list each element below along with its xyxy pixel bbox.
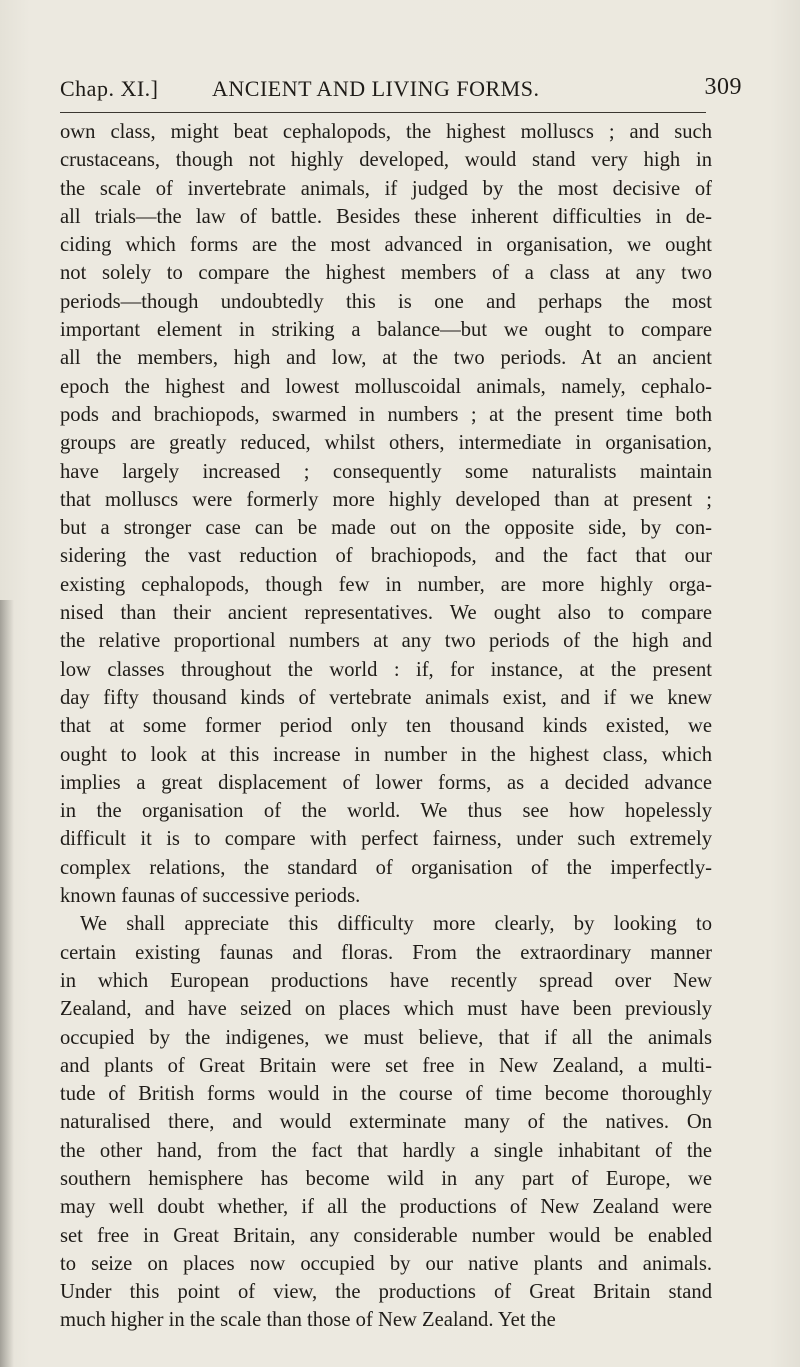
- text-line: that at some former period only ten thousand kinds existed, we: [60, 715, 712, 738]
- header-rule: [60, 112, 706, 113]
- text-line: certain existing faunas and floras. From the extraordinary manner: [60, 941, 712, 964]
- text-line: ciding which forms are the most advanced in organisation, we ought: [60, 234, 712, 257]
- text-line: own class, might beat cephalopods, the highest molluscs ; and such: [60, 121, 712, 143]
- text-line: but a stronger case can be made out on the opposite side, by con-: [60, 517, 712, 540]
- text-line: day fifty thousand kinds of vertebrate animals exist, and if we knew: [60, 686, 712, 709]
- text-line: occupied by the indigenes, we must believe, that if all the animals: [60, 1026, 712, 1049]
- text-line: known faunas of successive periods.: [60, 885, 361, 908]
- text-line: have largely increased ; consequently some naturalists maintain: [60, 460, 712, 483]
- text-line: southern hemisphere has become wild in any part of Europe, we: [60, 1167, 712, 1190]
- text-line: that molluscs were formerly more highly developed than at present ;: [60, 488, 712, 511]
- page-number: 309: [704, 74, 742, 100]
- text-line: complex relations, the standard of organisation of the imperfectly-: [60, 856, 712, 879]
- text-line: tude of British forms would in the course of time become thoroughly: [60, 1083, 712, 1106]
- body-text: [60, 118, 712, 1335]
- text-line: may well doubt whether, if all the productions of New Zealand were: [60, 1196, 712, 1219]
- text-line: pods and brachiopods, swarmed in numbers ; at the present time both: [60, 403, 712, 426]
- text-line: not solely to compare the highest members of a class at any two: [60, 262, 712, 285]
- text-line: the other hand, from the fact that hardly a single inhabitant of the: [60, 1139, 712, 1162]
- text-line: important element in striking a balance—but we ought to compare: [60, 319, 712, 342]
- text-line: naturalised there, and would exterminate many of the natives. On: [60, 1111, 712, 1134]
- text-line: implies a great displacement of lower forms, as a decided advance: [60, 771, 712, 794]
- text-line: all the members, high and low, at the two periods. At an ancient: [60, 347, 712, 370]
- text-line: much higher in the scale than those of New Zealand. Yet the: [60, 1309, 556, 1332]
- text-line: We shall appreciate this difficulty more clearly, by looking to: [80, 913, 712, 936]
- text-line: Under this point of view, the productions of Great Britain stand: [60, 1281, 712, 1304]
- text-line: nised than their ancient representatives. We ought also to compare: [60, 602, 712, 625]
- text-line: existing cephalopods, though few in number, are more highly orga-: [60, 573, 712, 596]
- text-line: all trials—the law of battle. Besides these inherent difficulties in de-: [60, 205, 712, 228]
- running-header: [60, 76, 742, 106]
- text-line: crustaceans, though not highly developed, would stand very high in: [60, 149, 712, 172]
- text-line: low classes throughout the world : if, for instance, at the present: [60, 658, 712, 681]
- text-line: the scale of invertebrate animals, if judged by the most decisive of: [60, 177, 712, 200]
- text-line: the relative proportional numbers at any two periods of the high and: [60, 630, 712, 653]
- text-line: in which European productions have recently spread over New: [60, 969, 712, 992]
- text-line: ought to look at this increase in number in the highest class, which: [60, 743, 712, 766]
- text-line: periods—though undoubtedly this is one and perhaps the most: [60, 290, 712, 313]
- binding-shadow: [0, 600, 14, 1367]
- text-line: to seize on places now occupied by our native plants and animals.: [60, 1252, 712, 1275]
- text-line: sidering the vast reduction of brachiopods, and the fact that our: [60, 545, 712, 568]
- text-line: in the organisation of the world. We thus see how hopelessly: [60, 800, 712, 823]
- running-title: ANCIENT AND LIVING FORMS.: [212, 76, 540, 101]
- text-line: groups are greatly reduced, whilst others, intermediate in organisation,: [60, 432, 712, 455]
- text-line: epoch the highest and lowest molluscoidal animals, namely, cephalo-: [60, 375, 712, 398]
- text-line: and plants of Great Britain were set free in New Zealand, a multi-: [60, 1054, 712, 1077]
- chapter-label: Chap. XI.]: [60, 76, 159, 101]
- text-line: Zealand, and have seized on places which must have been previously: [60, 998, 712, 1021]
- text-line: difficult it is to compare with perfect fairness, under such extremely: [60, 828, 712, 851]
- text-line: set free in Great Britain, any considerable number would be enabled: [60, 1224, 712, 1247]
